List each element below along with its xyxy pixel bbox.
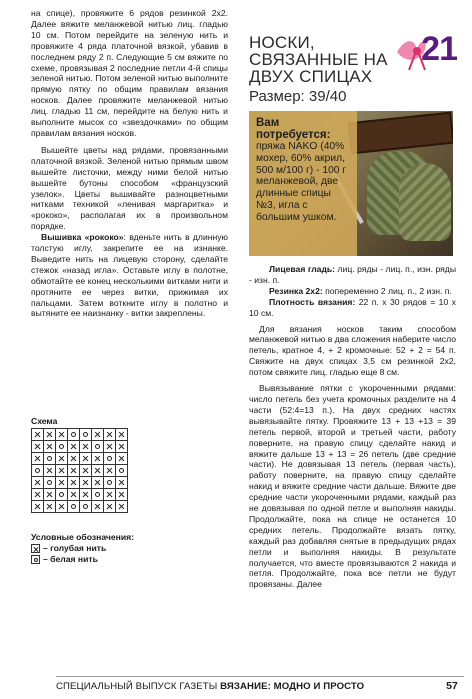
scheme-cell-cross xyxy=(104,489,116,501)
left-paragraph-2: Вышейте цветы над рядами, провязанными платочной вязкой. Зеленой нитью прямым швом вышейте листочки, между ними белой нитью вышейте бутоны способом «французский узелок». Цветы вышивайте разноцветными нитками техникой «ленивая маргаритка» и «рококо», располагая их в произвольном порядке. xyxy=(31,144,228,232)
footer-left: СПЕЦИАЛЬНЫЙ ВЫПУСК ГАЗЕТЫ xyxy=(56,681,218,692)
scheme-grid xyxy=(31,428,128,513)
scheme-cell-circle xyxy=(92,489,104,501)
scheme-cell-cross xyxy=(116,429,128,441)
scheme-cell-cross xyxy=(56,453,68,465)
scheme-cell-cross xyxy=(56,429,68,441)
scheme-cell-cross xyxy=(92,501,104,513)
scheme-cell-circle xyxy=(104,453,116,465)
issue-badge xyxy=(393,30,457,74)
footer-magazine: ВЯЗАНИЕ: МОДНО И ПРОСТО xyxy=(220,681,365,692)
scheme-cell-cross xyxy=(92,477,104,489)
legend-blue-text: – голубая нить xyxy=(43,543,107,553)
sock-photo xyxy=(249,111,453,256)
cross-symbol-icon xyxy=(31,544,40,553)
scheme-cell-cross xyxy=(80,477,92,489)
wooden-box xyxy=(348,112,453,155)
materials-label: Вам потребуется: xyxy=(256,117,331,141)
article-title: НОСКИ, СВЯЗАННЫЕ НА ДВУХ СПИЦАХ xyxy=(249,33,388,86)
scheme-cell-cross xyxy=(68,465,80,477)
scheme-cell-cross xyxy=(44,489,56,501)
legend xyxy=(31,532,228,565)
left-paragraph-1: на спице), провяжите 6 рядов резинкой 2х2. Далее вяжите меланжевой нитью лиц. гладью 10 см. Потом перейдите на зеленую нить и провяжите 4 ряда платочной вязкой, убавив в последнем ряду 2 п. Следующие 5 см вяжите по схеме, провязывая 2 последние петли 4-й спицы зеленой нитью. Потом зеленой нитью выполните прямую пятку по общим правилам вязания носков. Далее провяжите меланжевой нитью лиц. гладью 11 см, перейдите на белую нить и выполните мысок со «звездочками» по общим правилам вязания носков. xyxy=(31,8,228,138)
scheme-cell-cross xyxy=(116,501,128,513)
scheme-cell-cross xyxy=(44,501,56,513)
scheme-title: Схема xyxy=(31,416,58,426)
scheme-cell-cross xyxy=(32,453,44,465)
materials-box xyxy=(249,111,357,256)
scheme-cell-circle xyxy=(80,429,92,441)
heel-paragraph: Вывязывание пятки с укороченными рядами: число петель без учета кромочных разделите на 4 части (52:4=13 п.). На двух средних частях вывязывайте пятку. Провяжите 13 + 13 +13 = 39 петель первой, второй и третьей части, работу поверните, на правую спицу сделайте накид и вяжите дальше 13 + 13 = 26 петель (две средние части). Не довязывая 13 петель (первая часть), работу поверните, на правую спицу сделайте накид и вяжите средние части дальше. Вяжите две средние части укороченными рядами, каждый раз не довязывая по одной петле и выполняя накиды. Продолжайте, пока на спице не останется 10 средних петель. Продолжайте вязать пятку, каждый раз добавляя снятые в предыдущих рядах петли и выполняя накиды. В результате получается, что вместе провязываются 2 накида и петля. Продолжайте, пока все петли не будут провязаны. Далее xyxy=(249,383,456,590)
rococo-label: Вышивка «рококо» xyxy=(41,232,124,243)
scheme-cell-cross xyxy=(80,453,92,465)
sock-image-2 xyxy=(399,163,451,241)
scheme-cell-cross xyxy=(104,501,116,513)
scheme-cell-circle xyxy=(116,465,128,477)
scheme-cell-circle xyxy=(32,465,44,477)
scheme-cell-circle xyxy=(44,453,56,465)
rib-stitch-label: Резинка 2х2: xyxy=(269,285,323,296)
scheme-cell-cross xyxy=(92,453,104,465)
scheme-cell-cross xyxy=(56,477,68,489)
scheme-cell-cross xyxy=(92,465,104,477)
scheme-cell-circle xyxy=(56,441,68,453)
face-stitch xyxy=(249,264,456,286)
scheme-cell-circle xyxy=(44,477,56,489)
scheme-cell-cross xyxy=(80,489,92,501)
density xyxy=(249,297,456,319)
scheme-cell-circle xyxy=(68,501,80,513)
scheme-cell-cross xyxy=(32,501,44,513)
scheme-cell-cross xyxy=(32,429,44,441)
rib-stitch xyxy=(249,286,456,297)
materials-text: пряжа NAKO (40% мохер, 60% акрил, 500 м/100 г) - 100 г меланжевой, две длинные спицы №3, игла с большим ушком. xyxy=(256,141,347,223)
rococo-text: : вденьте нить в длинную толстую иглу, закрепите ее на изнанке. Выведите нить на лицевую сторону, сделайте стежок «назад игла». Оставьте иглу в полотне, обмотайте ее конец несколькими витками нити и протяните ее через витки, прижимая их пальцами. Затем воткните иглу в полотно и вытяните ее наизнанку - витки закреплены. xyxy=(31,232,228,319)
face-stitch-text: лиц. ряды - лиц. п., изн. ряды - изн. п. xyxy=(249,264,456,285)
scheme-cell-cross xyxy=(44,441,56,453)
scheme-cell-cross xyxy=(32,489,44,501)
legend-title: Условные обозначения: xyxy=(31,532,134,542)
scheme-cell-cross xyxy=(80,441,92,453)
density-label: Плотность вязания: xyxy=(269,296,356,307)
scheme-cell-circle xyxy=(80,501,92,513)
scheme-cell-cross xyxy=(116,477,128,489)
face-stitch-label: Лицевая гладь: xyxy=(269,264,336,274)
scheme-cell-cross xyxy=(104,441,116,453)
issue-number: 21 xyxy=(421,30,457,68)
left-column xyxy=(31,8,228,319)
scheme-cell-circle xyxy=(68,429,80,441)
legend-blue-row xyxy=(31,543,228,554)
scheme-cell-cross xyxy=(44,429,56,441)
scheme-cell-circle xyxy=(104,477,116,489)
scheme-cell-cross xyxy=(116,441,128,453)
scheme-cell-cross xyxy=(32,441,44,453)
scheme-cell-cross xyxy=(104,465,116,477)
circle-symbol-icon xyxy=(31,555,40,564)
scheme-cell-cross xyxy=(56,465,68,477)
left-paragraph-3 xyxy=(31,232,228,319)
scheme-cell-cross xyxy=(68,441,80,453)
scheme-cell-cross xyxy=(92,429,104,441)
scheme-cell-cross xyxy=(44,465,56,477)
page-number: 57 xyxy=(446,680,458,692)
scheme-cell-cross xyxy=(56,501,68,513)
instructions xyxy=(249,264,456,590)
scheme-cell-cross xyxy=(116,453,128,465)
scheme-cell-cross xyxy=(68,453,80,465)
scheme-cell-circle xyxy=(56,489,68,501)
scheme-cell-cross xyxy=(104,429,116,441)
cast-on-paragraph: Для вязания носков таким способом меланжевой нитью в два сложения наберите число петель, кратное 4, + 2 кромочные: 52 + 2 = 54 п. Свяжите на двух спицах 3,5 см резинкой 2х2, потом свяжите лиц. гладью еще 8 см. xyxy=(249,323,456,378)
scheme-cell-cross xyxy=(80,465,92,477)
page-footer xyxy=(56,676,464,692)
scheme-cell-cross xyxy=(68,477,80,489)
legend-white-text: – белая нить xyxy=(43,554,98,564)
scheme-cell-cross xyxy=(116,489,128,501)
rib-stitch-text: попеременно 2 лиц. п., 2 изн. п. xyxy=(322,285,452,296)
density-text: 22 п. х 30 рядов = 10 х 10 см. xyxy=(249,296,456,318)
legend-white-row xyxy=(31,554,228,565)
size-label: Размер: 39/40 xyxy=(249,88,347,105)
scheme-cell-cross xyxy=(32,477,44,489)
scheme-cell-circle xyxy=(92,441,104,453)
scheme-cell-cross xyxy=(68,489,80,501)
